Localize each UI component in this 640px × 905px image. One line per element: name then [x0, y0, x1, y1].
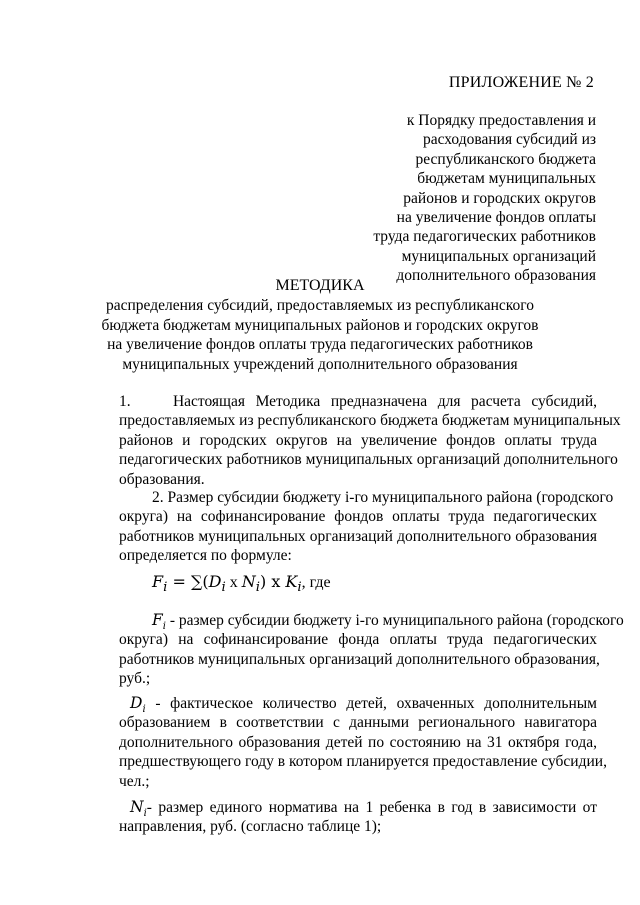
definition-d-cont [119, 713, 607, 791]
paragraph-line: 1. Настоящая Методика предназначена для расчета субсидий, [119, 393, 597, 410]
appendix-line: дополнительного образования [396, 267, 596, 285]
definition-f-sub: i [162, 621, 166, 633]
definition-line: округа) на софинансирование фонда оплаты труда педагогических [119, 631, 597, 649]
definition-line: руб.; [119, 670, 151, 688]
subtitle-line: бюджета бюджетам муниципальных районов и городских округов [101, 316, 539, 334]
formula-k-sub: i [297, 580, 302, 596]
subtitle-line: распределения субсидий, предоставляемых из республиканского [105, 297, 534, 314]
paragraph-line: определяется по формуле: [119, 547, 292, 565]
formula-tail: , где [301, 574, 331, 591]
definition-f-text: - размер субсидии бюджету i-го муниципального района (городского [165, 612, 624, 629]
paragraph-1 [119, 392, 597, 411]
appendix-line: республиканского бюджета [415, 150, 596, 168]
paragraph-1-cont [119, 411, 621, 489]
appendix-line: бюджетам муниципальных [417, 170, 596, 188]
definition-d-text: - фактическое количество детей, охваченных дополнительным [145, 695, 597, 712]
definition-n-sub: i [143, 808, 147, 820]
definition-n-symbol: N [130, 798, 144, 816]
subtitle-line: муниципальных учреждений дополнительного образования [122, 355, 518, 373]
definition-line: предшествующего году в котором планируется предоставление субсидии, [119, 753, 607, 771]
paragraph-line: округа) на софинансирование фондов оплаты труда педагогических [119, 508, 597, 526]
formula-d-sub: i [221, 580, 226, 596]
paragraph-line: образования. [119, 470, 205, 488]
definition-line [130, 798, 597, 820]
definition-d-symbol: D [130, 694, 143, 712]
definition-line: дополнительного образования детей по состоянию на 31 октября года, [119, 733, 597, 751]
formula-times: x [225, 574, 242, 591]
paragraph-line: 2. Размер субсидии бюджету i-го муниципального района (городского [152, 489, 614, 506]
definition-line: направления, руб. (согласно таблице 1); [119, 818, 382, 836]
paragraph-line: районов и городских округов на увеличение фондов оплаты труда [119, 431, 597, 449]
appendix-line: районов и городских округов [403, 189, 596, 207]
formula-n: N [241, 572, 256, 591]
subtitle-line: на увеличение фондов оплаты труда педагогических работников [107, 336, 533, 353]
definition-line: чел.; [119, 772, 150, 790]
paragraph-2-cont [119, 507, 597, 565]
formula-close: ) x [259, 572, 286, 591]
document-subtitle [0, 296, 640, 374]
appendix-line: к Порядку предоставления и [406, 112, 596, 129]
paragraph-line: педагогических работников муниципальных организаций дополнительного [119, 451, 618, 469]
formula-n-sub: i [255, 580, 260, 596]
appendix-line: на увеличение фондов оплаты [396, 209, 596, 227]
appendix-line: труда педагогических работников [373, 228, 596, 246]
subsidy-formula [152, 572, 331, 598]
paragraph-line: работников муниципальных организаций дополнительного образования [119, 527, 597, 545]
appendix-title: ПРИЛОЖЕНИЕ № 2 [448, 74, 594, 91]
formula-k: K [285, 572, 298, 591]
paragraph-line: предоставляемых из республиканского бюджета бюджетам муниципальных [119, 412, 621, 430]
definition-f [152, 611, 624, 633]
definition-f-cont [119, 630, 600, 688]
definition-line: образованием в соответствии с данными регионального навигатора [119, 714, 597, 732]
definition-n-text: - размер единого норматива на 1 ребенка в год в зависимости от [146, 799, 597, 816]
document-title: МЕТОДИКА [275, 277, 365, 294]
definition-line: работников муниципальных организаций дополнительного образования, [119, 650, 600, 668]
paragraph-2 [152, 488, 614, 507]
formula-f-sub: i [163, 580, 168, 596]
formula-equals-sum: = ∑( [167, 572, 209, 591]
definition-f-symbol: F [152, 611, 163, 629]
definition-d [130, 694, 597, 716]
formula-d: D [208, 572, 222, 591]
definition-line [152, 611, 624, 633]
appendix-line: расходования субсидий из [422, 131, 596, 149]
formula-f: F [152, 572, 164, 591]
appendix-reference [373, 111, 596, 286]
definition-n-cont [119, 817, 597, 836]
definition-line [130, 694, 597, 716]
definition-n [130, 798, 597, 820]
appendix-line: муниципальных организаций [401, 247, 596, 265]
definition-d-sub: i [142, 704, 146, 716]
